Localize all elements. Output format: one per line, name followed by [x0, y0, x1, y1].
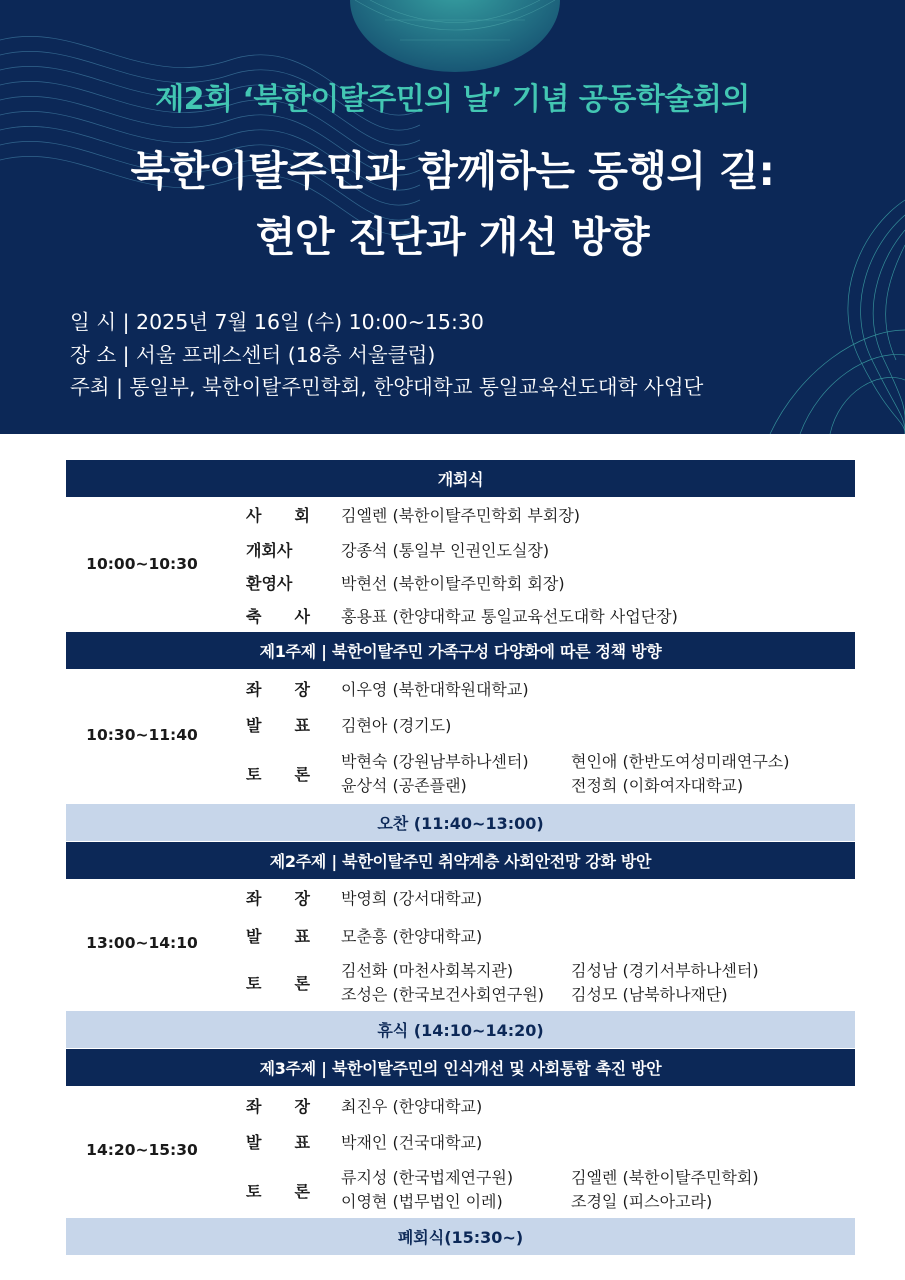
person-mc: 김엘렌 (북한이탈주민학회 부회장)	[341, 506, 581, 525]
person-opening-remarks: 강종석 (통일부 인권인도실장)	[341, 541, 550, 560]
session2-role-discussants: 토 론	[246, 974, 310, 993]
opening-time: 10:00~10:30	[86, 555, 198, 573]
lunch-band: 오찬 (11:40~13:00)	[66, 804, 855, 841]
event-title-line-1: 북한이탈주민과 함께하는 동행의 길:	[130, 147, 775, 195]
session2-time: 13:00~14:10	[86, 934, 198, 952]
session1-discussant: 현인애 (한반도여성미래연구소)	[571, 752, 790, 771]
session2-role-presenter: 발 표	[246, 927, 310, 946]
session3-heading: 제3주제 | 북한이탈주민의 인식개선 및 사회통합 촉진 방안	[66, 1049, 855, 1086]
session1-presenter: 김현아 (경기도)	[341, 716, 452, 735]
session2-chair: 박영희 (강서대학교)	[341, 889, 483, 908]
role-welcome: 환영사	[246, 574, 293, 593]
session3-discussant: 조경일 (피스아고라)	[571, 1192, 713, 1211]
event-subtitle: 제2회 ‘북한이탈주민의 날’ 기념 공동학술회의	[155, 82, 750, 117]
session1-heading: 제1주제 | 북한이탈주민 가족구성 다양화에 따른 정책 방향	[66, 632, 855, 669]
session1-discussant: 전정희 (이화여자대학교)	[571, 776, 744, 795]
closing-band: 폐회식(15:30~)	[66, 1218, 855, 1255]
session3-time: 14:20~15:30	[86, 1141, 198, 1159]
opening-heading: 개회식	[66, 460, 855, 497]
event-title-line-2: 현안 진단과 개선 방향	[255, 213, 650, 261]
role-opening-remarks: 개회사	[246, 541, 293, 560]
session2-discussant: 김선화 (마천사회복지관)	[341, 961, 514, 980]
session3-role-discussants: 토 론	[246, 1182, 310, 1201]
session1-role-discussants: 토 론	[246, 765, 310, 784]
session1-time: 10:30~11:40	[86, 726, 198, 744]
break-band: 휴식 (14:10~14:20)	[66, 1011, 855, 1048]
session3-role-chair: 좌 장	[246, 1097, 310, 1116]
session1-chair: 이우영 (북한대학원대학교)	[341, 680, 529, 699]
role-congrats: 축 사	[246, 607, 310, 626]
role-mc: 사 회	[246, 506, 310, 525]
session1-role-presenter: 발 표	[246, 716, 310, 735]
session3-discussant: 이영현 (법무법인 이레)	[341, 1192, 503, 1211]
session2-discussant: 김성모 (남북하나재단)	[571, 985, 728, 1004]
session3-discussant: 김엘렌 (북한이탈주민학회)	[571, 1168, 759, 1187]
person-welcome: 박현선 (북한이탈주민학회 회장)	[341, 574, 565, 593]
session2-discussant: 김성남 (경기서부하나센터)	[571, 961, 759, 980]
session3-presenter: 박재인 (건국대학교)	[341, 1133, 483, 1152]
session3-chair: 최진우 (한양대학교)	[341, 1097, 483, 1116]
session1-discussant: 윤상석 (공존플랜)	[341, 776, 467, 795]
host-info: 주최 | 통일부, 북한이탈주민학회, 한양대학교 통일교육선도대학 사업단	[70, 375, 704, 399]
session2-discussant: 조성은 (한국보건사회연구원)	[341, 985, 545, 1004]
session2-heading: 제2주제 | 북한이탈주민 취약계층 사회안전망 강화 방안	[66, 842, 855, 879]
session3-discussant: 류지성 (한국법제연구원)	[341, 1168, 514, 1187]
session2-presenter: 모춘흥 (한양대학교)	[341, 927, 483, 946]
globe-shape	[350, 0, 560, 72]
session2-role-chair: 좌 장	[246, 889, 310, 908]
session1-role-chair: 좌 장	[246, 680, 310, 699]
session3-role-presenter: 발 표	[246, 1133, 310, 1152]
person-congrats: 홍용표 (한양대학교 통일교육선도대학 사업단장)	[341, 607, 678, 626]
venue-info: 장 소 | 서울 프레스센터 (18층 서울클럽)	[70, 343, 436, 367]
session1-discussant: 박현숙 (강원남부하나센터)	[341, 752, 529, 771]
header-banner	[0, 0, 905, 434]
date-info: 일 시 | 2025년 7월 16일 (수) 10:00~15:30	[70, 310, 484, 334]
